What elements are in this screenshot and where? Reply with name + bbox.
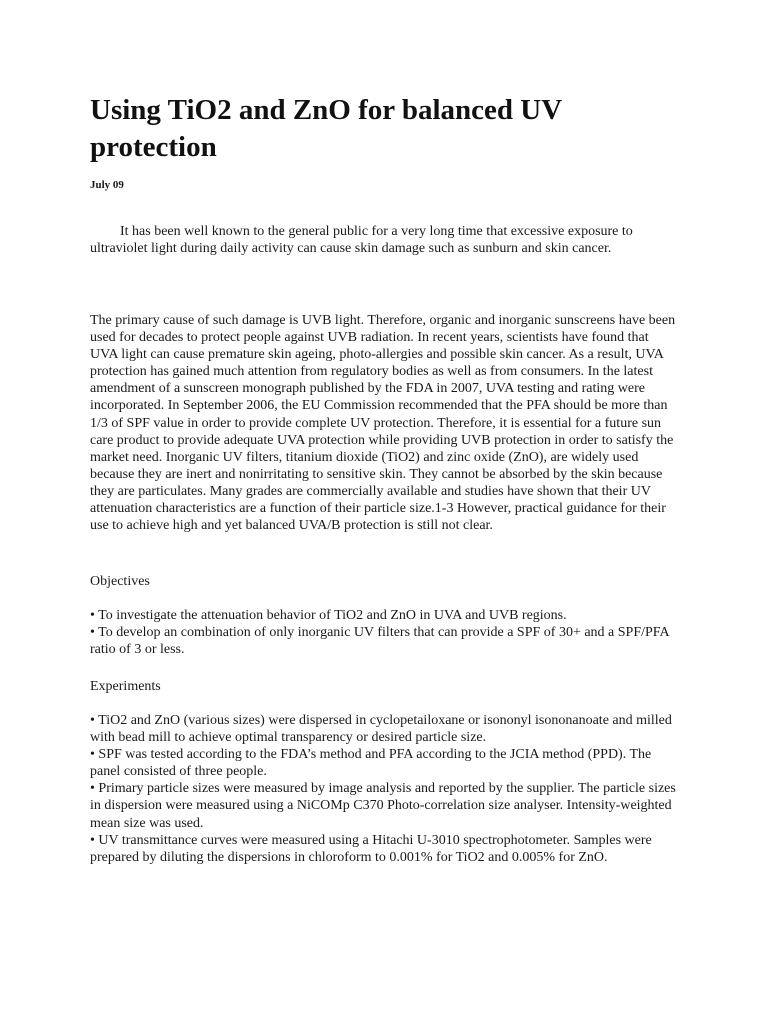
experiment-item: • Primary particle sizes were measured by image analysis and reported by the supplier. The particle sizes in dispersion were measured using a NiCOMp C370 Photo-correlation size analyser. Intensity-weighted mean size was used.	[90, 781, 676, 831]
experiments-heading: Experiments	[90, 679, 161, 694]
article-title: Using TiO2 and ZnO for balanced UV protection	[90, 94, 562, 163]
intro-paragraph: It has been well known to the general public for a very long time that excessive exposure to ultraviolet light during daily activity can cause skin damage such as sunburn and skin cancer.	[90, 224, 633, 257]
body-paragraph: The primary cause of such damage is UVB light. Therefore, organic and inorganic sunscreens have been used for decades to protect people against UVB radiation. In recent years, scientists have found that UVA light can cause premature skin ageing, photo-allergies and possible skin cancer. As a result, UVA protection has gained much attention from regulatory bodies as well as from consumers. In the latest amendment of a sunscreen monograph published by the FDA in 2007, UVA testing and rating were incorporated. In September 2006, the EU Commission recommended that the PFA should be more than 1/3 of SPF value in order to provide complete UV protection. Therefore, it is essential for a future sun care product to provide adequate UVA protection while providing UVB protection in order to satisfy the market need. Inorganic UV filters, titanium dioxide (TiO2) and zinc oxide (ZnO), are widely used because they are inert and nonirritating to sensitive skin. They cannot be absorbed by the skin because they are particulates. Many grades are commercially available and studies have shown that their UV attenuation characteristics are a function of their particle size.1-3 However, practical guidance for their use to achieve high and yet balanced UVA/B protection is still not clear.	[90, 313, 676, 534]
objective-item: • To develop an combination of only inorganic UV filters that can provide a SPF of 30+ and a SPF/PFA ratio of 3 or less.	[90, 625, 669, 658]
objective-item: • To investigate the attenuation behavior of TiO2 and ZnO in UVA and UVB regions.	[90, 608, 567, 623]
experiments-list	[90, 712, 678, 866]
experiment-item: • SPF was tested according to the FDA’s method and PFA according to the JCIA method (PPD). The panel consisted of three people.	[90, 747, 652, 780]
objectives-list	[90, 607, 678, 658]
experiment-item: • TiO2 and ZnO (various sizes) were dispersed in cyclopetailoxane or isononyl isononanoate and milled with bead mill to achieve optimal transparency or desired particle size.	[90, 713, 672, 746]
article-date: July 09	[90, 179, 124, 191]
objectives-heading: Objectives	[90, 574, 150, 589]
experiment-item: • UV transmittance curves were measured using a Hitachi U-3010 spectrophotometer. Samples were prepared by diluting the dispersions in chloroform to 0.001% for TiO2 and 0.005% for ZnO.	[90, 832, 652, 865]
